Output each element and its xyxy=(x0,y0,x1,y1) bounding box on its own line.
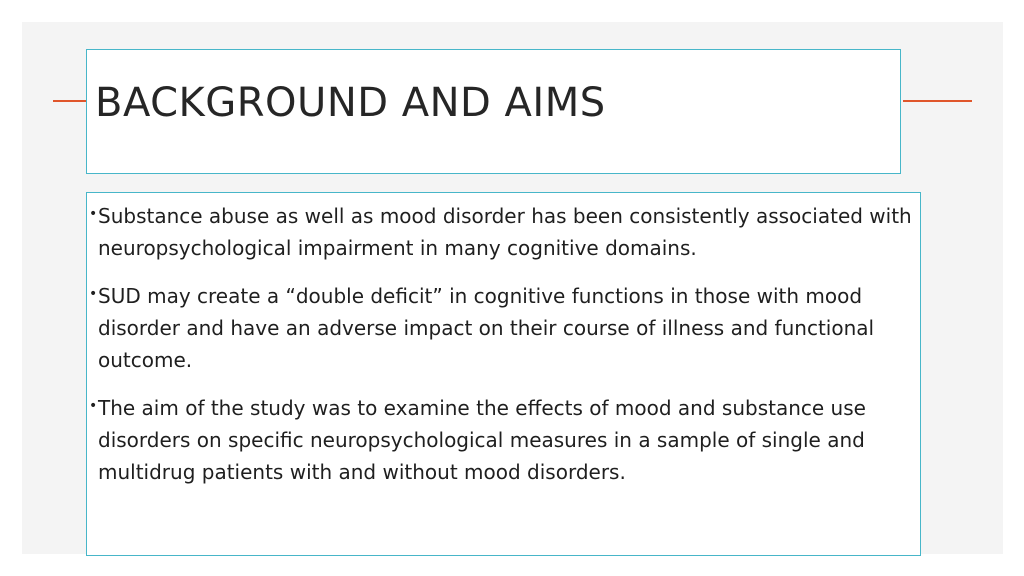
content-frame xyxy=(86,192,921,556)
slide-title: BACKGROUND AND AIMS xyxy=(95,80,606,126)
bullet-text: The aim of the study was to examine the effects of mood and substance use disorders on specific neuropsychological measures in a sample of single and multidrug patients with and without mood disorders. xyxy=(98,396,866,484)
bullet-marker: • xyxy=(89,206,98,222)
bullet-item xyxy=(87,280,917,376)
bullet-marker: • xyxy=(89,398,98,414)
title-accent-line-left xyxy=(53,100,87,102)
bullet-item xyxy=(87,392,917,488)
bullet-text: Substance abuse as well as mood disorder has been consistently associated with neuropsychological impairment in many cognitive domains. xyxy=(98,204,912,260)
bullet-item xyxy=(87,200,917,264)
bullet-marker: • xyxy=(89,286,98,302)
bullet-list xyxy=(87,200,917,504)
bullet-text: SUD may create a “double deficit” in cognitive functions in those with mood disorder and have an adverse impact on their course of illness and functional outcome. xyxy=(98,284,875,372)
title-frame xyxy=(86,49,901,174)
title-accent-line-right xyxy=(903,100,972,102)
